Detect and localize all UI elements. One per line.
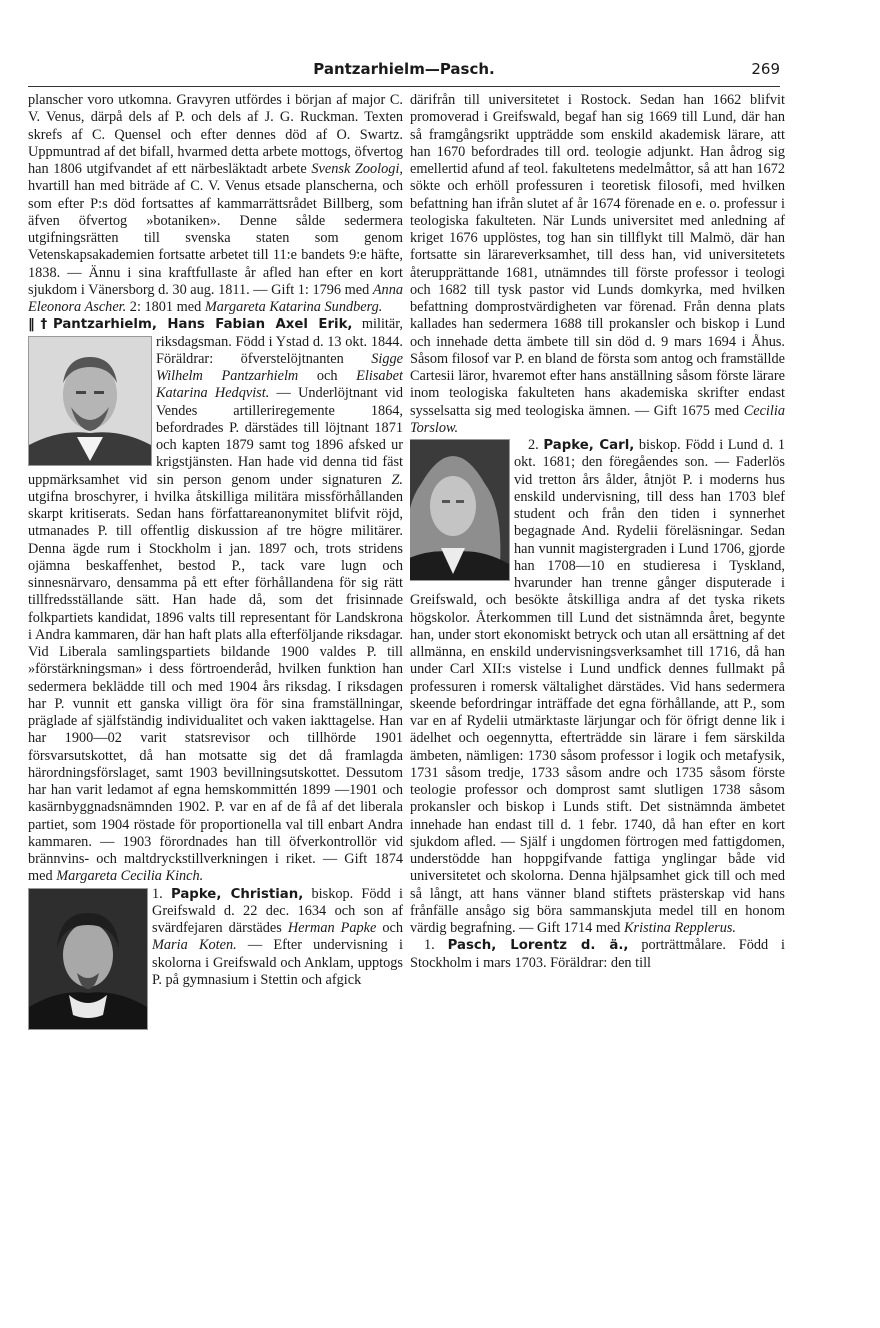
entry-continuation: planscher voro utkomna. Gravyren utfördes i början af major C. V. Venus, därpå dels af P. och dels af J. G. Ruckman. Texten skrefs af C. Quensel och efter dennes död af O. Swartz. Uppmuntrad af det bifall, hvarmed detta arbete mottogs, öfvertog han 1806 utgifvandet af ett närbesläktadt arbete Svensk Zoologi, hvartill han med biträde af C. V. Venus etsade planscherna, och som efter P:s död fortsattes af kammarrättsrådet Billberg, som äfven öfvertog »botaniken». Denne sålde sedermera utgifningsrätten till svenska staten som genom Vetenskapsakademien fortsatte arbetet till 11:e bandets 9:e häfte, 1838. — Ännu i sina kraftfullaste år afled han efter en kort sjukdom i Vänersborg d. 30 aug. 1811. — Gift 1: 1796 med Anna Eleonora Ascher. 2: 1801 med Margareta Katarina Sundberg.: [28, 92, 403, 315]
portrait-carl-papke-icon: [410, 439, 510, 581]
running-title: Pantzarhielm—Pasch.: [313, 60, 495, 78]
entry-continuation: därifrån till universitetet i Rostock. Sedan han 1662 blifvit promoverad i Greifswald, begaf han sig 1669 till Lund, där han så framgångsrikt uppträdde som enskild akademisk lärare, att han 1670 befordrades till ord. teologie adjunkt. Han ådrog sig emellertid afund af teol. fakultetens medelmåttor, så att han 1672 sökte och erhöll professuren i teoretisk filosofi, med hvilken befattning han ifrån slutet af år 1674 förenade en e. o. professur i teologiska fakulteten. När Lunds universitet med anledning af kriget 1676 upplöstes, tog han sin tillflykt till Malmö, där han fortsatte sin lärareverksamhet, till dess han, vid universitetets återupprättande 1681, utnämndes till förste professor i teologi och 1682 till tysk pastor vid Lunds domkyrka, med hvilken befattning domprostvärdigheten var förenad. Från denna plats kallades han sedermera 1688 till prokansler och biskop i Lund och innehade detta ämbete till sin död d. 9 mars 1694 i Åhus. Såsom filosof var P. en bland de första som antog och framställde Cartesii läror, hvaremot efter hans anställning såsom förste lärare inom teologiska fakulteten hans akademiska skrifter endast sysselsatta sig med teologiska ämnen. — Gift 1675 med Cecilia Torslow.: [410, 92, 785, 436]
entry-carl-papke: 2. Papke, Carl, biskop. Född i Lund d. 1 okt. 1681; den föregåendes son. — Faderlös vid tretton års ålder, åtnjöt P. i moderns hus enskild undervisning, till dess han 1703 blef student och från den tiden i synnerhet begagnade And. Rydelii föreläsningar. Sedan han vunnit magistergraden i Lund 1706, gjorde han 1708—10 en studieresa i Tyskland, hvarunder han trenne gånger disputerade i Greifswald, och besökte åtskilliga andra af det tyska rikets högskolor. Återkommen till Lund det sistnämnda året, begynte han, under stort ekonomiskt betryck och utan all ersättning af det allmänna, en enskild undervisningsverksamhet till 1716, då han under Carl XII:s vistelse i Lund undfick dennes fullmakt på professuren i romersk vältalighet därstädes. Vid hans sedermera skeende befordringar inträffade det egna förhållande, att P., som var en af Rydelii utmärktaste lärjungar och för öfrigt denne lik i ädelhet och oegennytta, efterträdde sin lärare i fem särskilda ämbeten, nämligen: 1730 såsom professor i logik och metafysik, 1731 såsom tredje, 1733 såsom andre och 1735 såsom förste teologie professor och domprost samt slutligen 1738 såsom prokansler och biskop i Lunds stift. Det sistnämnda ämbetet innehade han endast till d. 1 febr. 1740, då han efter en kort sjukdom afled. — Själf i ungdomen förtrogen med fattigdomen, understödde han hoppgifvande fattiga ynglingar både vid universitetet och skolorna. Denna hjälpsamhet gick till och med så långt, att hans vänner bland stiftets prästerskap vid hans frånfälle ansågo sig böra sammanskjuta medel till en honom värdig begrafning. — Gift 1714 med Kristina Repplerus.: [410, 437, 785, 937]
portrait-pantzarhielm-icon: [28, 336, 152, 466]
entry-lorentz-pasch: 1. Pasch, Lorentz d. ä., porträttmålare. Född i Stockholm i mars 1703. Föräldrar: den till: [410, 937, 785, 971]
header-rule: [28, 86, 780, 87]
left-column: [28, 92, 403, 1322]
page-header: [28, 60, 780, 84]
entry-name: Pantzarhielm, Hans Fabian Axel Erik,: [52, 317, 353, 333]
entry-name: Pasch, Lorentz d. ä.,: [447, 938, 629, 954]
entry-pantzarhielm: ‖†Pantzarhielm, Hans Fabian Axel Erik, militär, riksdagsman. Född i Ystad d. 13 okt. 1844. Föräldrar: öfverstelöjtnanten Sigge Wilhelm Pantzarhielm och Elisabet Katarina Hedqvist. — Underlöjtnant vid Vendes artilleriregemente 1864, befordrades P. därstädes till löjtnant 1871 och kapten 1879 samt tog 1896 afsked ur krigstjänsten. Han hade vid denna tid fäst uppmärksamhet vid sin person genom under signaturen Z. utgifna broschyrer, i hvilka åtskilliga militära missförhållanden skarpt kritiserats. Sedan hans författareanonymitet blifvit röjd, utmanades P. till offentlig diskussion af tre högre militärer. Denna ägde rum i Stockholm i jan. 1897 och, trots stridens ojämna beskaffenhet, bestod P., tack vare lugn och sinnesnärvaro, densamma på ett efter förhållandena för sig rätt tillfredsställande sätt. Han hade då, som det frisinnade folkpartiets kandidat, 1896 valts till representant för Landskrona i Andra kammaren, där han haft plats alla efterföljande riksdagar. Vid Liberala samlingspartiets bildande 1900 valdes P. till »förstärkningsman» i dess förtroenderåd, hvilken funktion han sedermera beklädde till och med 1904 års riksdag. I riksdagen har P. vunnit ett ganska villigt öra för sina framställningar, präglade af själfständig individualitet och vaken iakttagelse. Han har 1900—02 varit statsrevisor och tillhörde 1901 försvarsutskottet, då han motsatte sig det då framlagda härordningsförslaget, samt 1903 bevillningsutskottet. Dessutom har han varit ledamot af egna hemskommittén 1899 —1901 och kasärnbyggnadsnämnden 1902. P. var en af de få af det liberala partiet, som 1904 röstade för proportionella val till enbart Andra kammaren. — 1903 förordnades han till öfverkontrollör vid brännvins- och maltdryckstillverkningen i riket. — Gift 1874 med Margareta Cecilia Kinch.: [28, 316, 403, 885]
entry-name: Papke, Christian,: [170, 886, 304, 902]
entry-name: Papke, Carl,: [543, 438, 635, 453]
entry-mark: ‖†: [28, 317, 53, 333]
right-column: [410, 92, 785, 1322]
portrait-christian-papke-icon: [28, 888, 148, 1030]
page-number: 269: [751, 60, 780, 78]
entry-christian-papke: 1. Papke, Christian, biskop. Född i Greifswald d. 22 dec. 1634 och son af svärdfejaren därstädes Herman Papke och Maria Koten. — Efter undervisning i skolorna i Greifswald och Anklam, upptogs P. på gymnasium i Stettin och afgick: [28, 886, 403, 990]
